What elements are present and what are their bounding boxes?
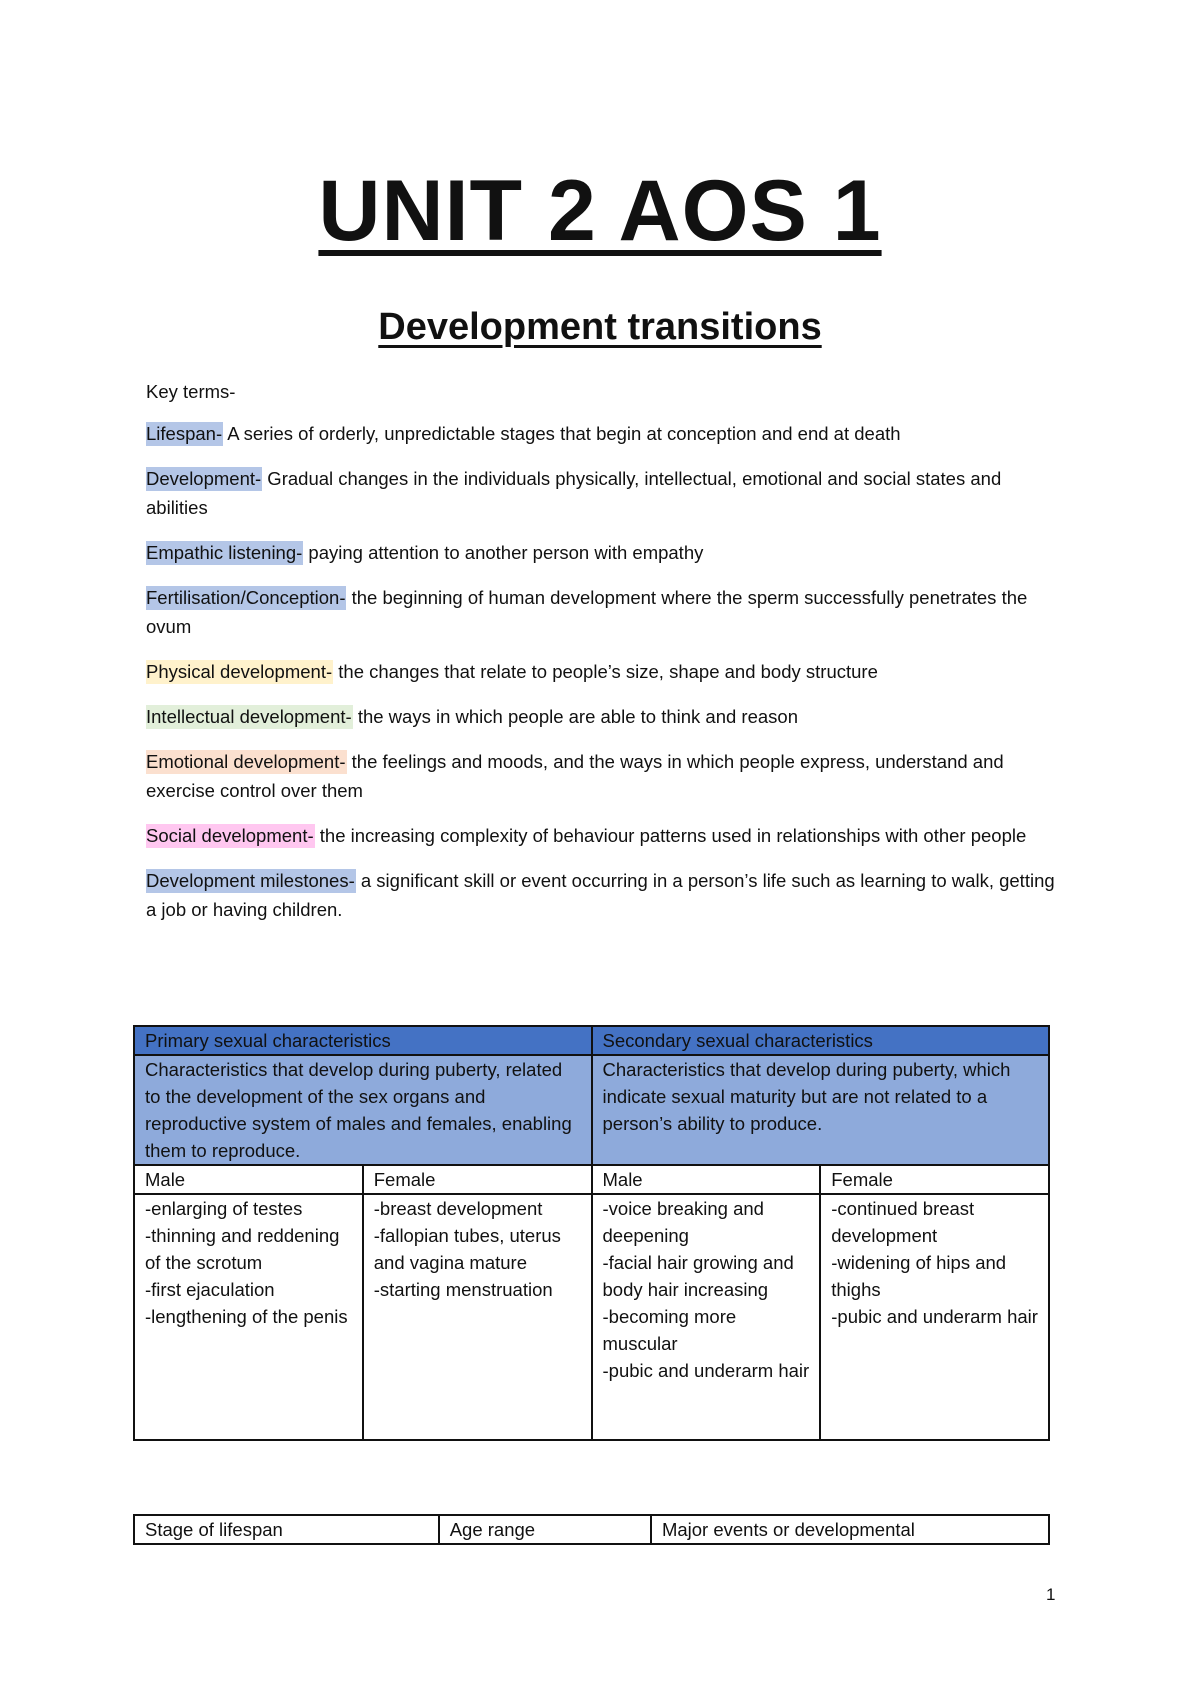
term-social-development: [146, 821, 1066, 850]
list-item: -starting menstruation: [373, 1279, 553, 1300]
primary-description-cell: Characteristics that develop during puberty, related to the development of the sex organs and reproductive system of males and females, enabling them to reproduce.: [134, 1055, 592, 1165]
lifespan-stages-table: [133, 1514, 1050, 1545]
list-item: -first ejaculation: [145, 1279, 275, 1300]
term-label: Physical development-: [146, 661, 333, 682]
term-development: [146, 464, 1066, 522]
term-definition: the changes that relate to people’s size, shape and body structure: [333, 661, 878, 682]
term-development-milestones: [146, 866, 1066, 924]
list-item: -fallopian tubes, uterus and vagina mature: [373, 1225, 561, 1273]
term-emotional-development: [146, 747, 1066, 805]
table-subheader-row: [134, 1165, 1049, 1194]
term-definition: the feelings and moods, and the ways in which people express, understand and exercise control over them: [146, 751, 1004, 801]
list-item: -widening of hips and thighs: [831, 1252, 1007, 1300]
secondary-male-header: Male: [592, 1165, 821, 1194]
term-definition: the increasing complexity of behaviour patterns used in relationships with other people: [314, 825, 1027, 846]
term-lifespan: [146, 419, 1066, 448]
stage-header-cell: Stage of lifespan: [134, 1515, 439, 1544]
list-item: -breast development: [373, 1198, 543, 1219]
secondary-male-list: [592, 1194, 821, 1440]
term-label: Development-: [146, 468, 262, 489]
term-physical-development: [146, 657, 1066, 686]
term-label: Emotional development-: [146, 751, 346, 772]
title-text: UNIT 2 AOS 1: [318, 163, 882, 259]
table-header-row: [134, 1515, 1049, 1544]
table-description-row: [134, 1055, 1049, 1165]
page-title: [0, 163, 1200, 259]
list-item: -becoming more muscular: [602, 1306, 737, 1354]
list-item: -enlarging of testes: [145, 1198, 303, 1219]
primary-header-cell: Primary sexual characteristics: [134, 1026, 592, 1055]
age-range-header-cell: Age range: [439, 1515, 651, 1544]
secondary-description-cell: Characteristics that develop during puberty, which indicate sexual maturity but are not related to a person’s ability to produce.: [592, 1055, 1050, 1165]
primary-male-list: [134, 1194, 363, 1440]
term-label: Intellectual development-: [146, 706, 352, 727]
key-terms-section: [146, 377, 1066, 940]
term-definition: A series of orderly, unpredictable stages that begin at conception and end at death: [223, 423, 901, 444]
sexual-characteristics-table: [133, 1025, 1050, 1441]
term-definition: Gradual changes in the individuals physically, intellectual, emotional and social states and abilities: [146, 468, 1002, 518]
term-label: Empathic listening-: [146, 542, 303, 563]
secondary-female-list: [820, 1194, 1049, 1440]
table-list-row: [134, 1194, 1049, 1440]
section-subtitle: [0, 307, 1200, 349]
term-empathic-listening: [146, 538, 1066, 567]
term-definition: paying attention to another person with empathy: [303, 542, 704, 563]
primary-female-list: [363, 1194, 592, 1440]
term-intellectual-development: [146, 702, 1066, 731]
list-item: -pubic and underarm hair: [602, 1360, 810, 1381]
term-definition: the beginning of human development where the sperm successfully penetrates the ovum: [146, 587, 1028, 637]
list-item: -voice breaking and deepening: [602, 1198, 764, 1246]
secondary-female-header: Female: [820, 1165, 1049, 1194]
term-label: Social development-: [146, 825, 314, 846]
term-label: Lifespan-: [146, 423, 223, 444]
page-number: 1: [1046, 1585, 1056, 1604]
subtitle-text: Development transitions: [378, 306, 822, 348]
primary-male-header: Male: [134, 1165, 363, 1194]
list-item: -continued breast development: [831, 1198, 975, 1246]
list-item: -lengthening of the penis: [145, 1306, 348, 1327]
major-events-header-cell: Major events or developmental: [651, 1515, 1049, 1544]
secondary-header-cell: Secondary sexual characteristics: [592, 1026, 1050, 1055]
key-terms-label: Key terms-: [146, 381, 236, 402]
table-header-row: [134, 1026, 1049, 1055]
list-item: -thinning and reddening of the scrotum: [145, 1225, 340, 1273]
term-definition: a significant skill or event occurring in a person’s life such as learning to walk, getting a job or having children.: [146, 870, 1055, 920]
term-label: Development milestones-: [146, 870, 355, 891]
term-fertilisation: [146, 583, 1066, 641]
list-item: -pubic and underarm hair: [831, 1306, 1038, 1327]
term-label: Fertilisation/Conception-: [146, 587, 346, 608]
primary-female-header: Female: [363, 1165, 592, 1194]
list-item: -facial hair growing and body hair increasing: [602, 1252, 794, 1300]
term-definition: the ways in which people are able to think and reason: [352, 706, 798, 727]
